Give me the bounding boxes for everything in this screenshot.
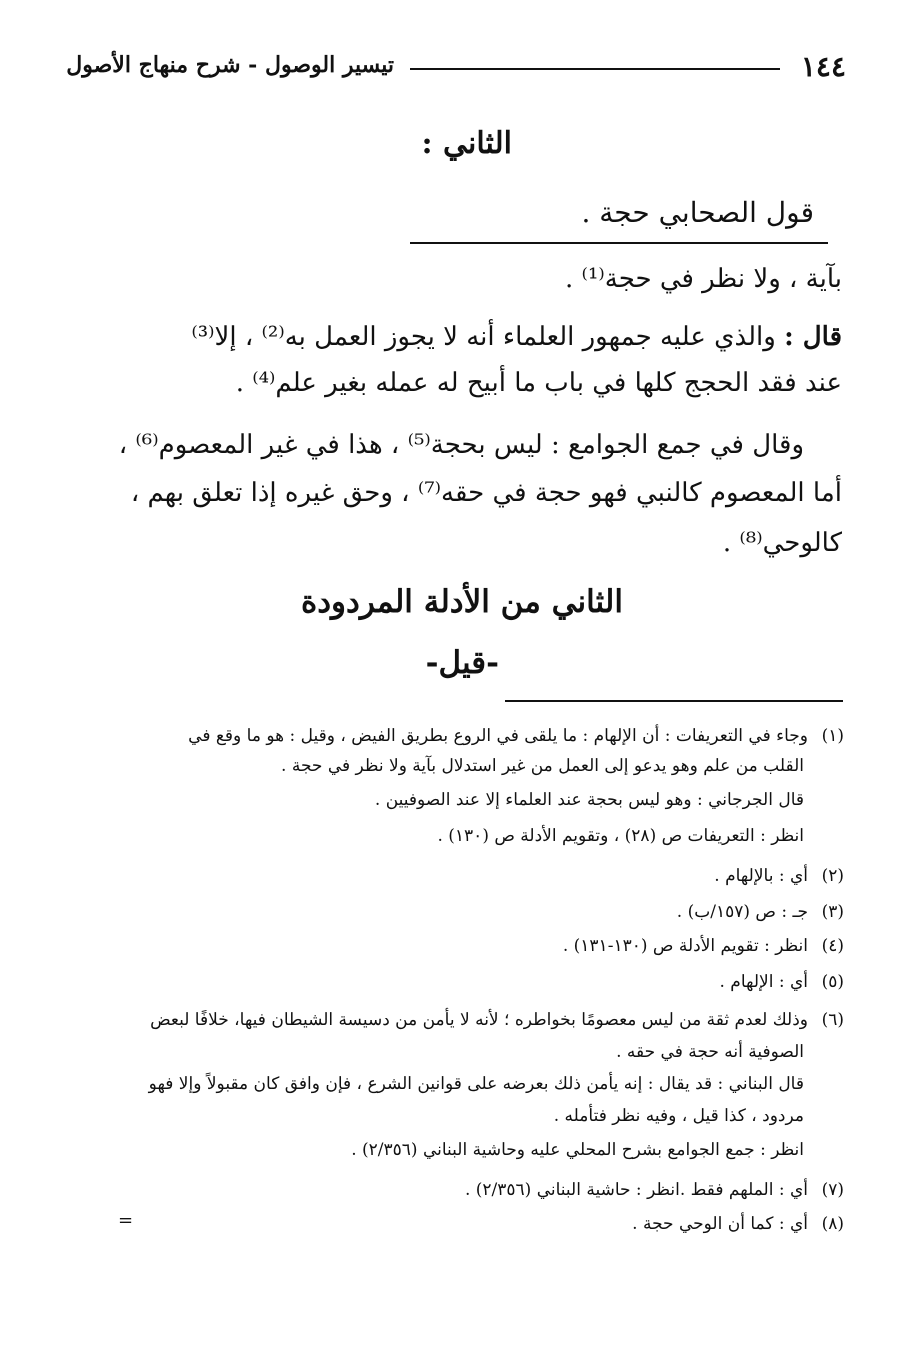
body-line-4: وقال في جمع الجوامع : ليس بحجة⁽⁵⁾ ، هذا في غير المعصوم⁽⁶⁾ ، — [118, 430, 804, 460]
body-line-1: بآية ، ولا نظر في حجة⁽¹⁾ . — [565, 264, 842, 294]
footnote-text: وذلك لعدم ثقة من ليس معصومًا بخواطره ؛ لأنه لا يأمن من دسيسة الشيطان فيها، خلافًا لبعض — [150, 1010, 808, 1030]
footnote-number: (٤) — [821, 936, 844, 956]
matn-rule — [410, 242, 828, 244]
footnote-8 — [632, 1214, 844, 1234]
footnote-text: وجاء في التعريفات : أن الإلهام : ما يلقى في الروع بطريق الفيض ، وقيل : هو ما وقع في — [188, 726, 808, 746]
footnote-separator — [505, 700, 843, 702]
continuation-mark: = — [118, 1210, 134, 1231]
footnote-text: انظر : تقويم الأدلة ص (١٣٠-١٣١) . — [562, 936, 808, 956]
heading-rejected-proofs: الثاني من الأدلة المردودة — [301, 584, 623, 620]
footnote-6 — [150, 1010, 844, 1030]
footnote-6-cont: الصوفية أنه حجة في حقه . — [616, 1042, 804, 1062]
body-line-6: كالوحي⁽⁸⁾ . — [722, 528, 842, 558]
body-line-3: عند فقد الحجج كلها في باب ما أبيح له عمله بغير علم⁽⁴⁾ . — [235, 368, 842, 398]
footnote-text: جـ : ص (١٥٧/ب) . — [676, 902, 808, 922]
book-title: تيسير الوصول - شرح منهاج الأصول — [66, 52, 394, 78]
footnote-number: (١) — [821, 726, 844, 746]
footnote-text: أي : بالإلهام . — [714, 866, 808, 886]
footnote-text: أي : كما أن الوحي حجة . — [632, 1214, 808, 1234]
footnote-6-bannani: قال البناني : قد يقال : إنه يأمن ذلك بعرضه على قوانين الشرع ، فإن وافق كان مقبولاً وإلا فهو — [148, 1074, 804, 1094]
body-line-2 — [191, 322, 842, 352]
footnote-number: (٢) — [821, 866, 844, 886]
page-number: ١٤٤ — [800, 50, 846, 83]
footnote-1-ref: انظر : التعريفات ص (٢٨) ، وتقويم الأدلة ص (١٣٠) . — [437, 826, 804, 846]
header-rule — [410, 68, 780, 70]
footnote-text: أي : الملهم فقط .انظر : حاشية البناني (٢/٣٥٦) . — [464, 1180, 808, 1200]
footnote-number: (٥) — [821, 972, 844, 992]
footnote-text: أي : الإلهام . — [719, 972, 808, 992]
heading-qila: -قيل- — [425, 645, 499, 681]
footnote-1-jurjani: قال الجرجاني : وهو ليس بحجة عند العلماء إلا عند الصوفيين . — [374, 790, 804, 810]
footnote-1 — [188, 726, 844, 746]
footnote-number: (٨) — [821, 1214, 844, 1234]
footnote-2 — [714, 866, 844, 886]
matn-text: قول الصحابي حجة . — [581, 196, 814, 229]
footnote-5 — [719, 972, 844, 992]
footnote-6-bannani-cont: مردود ، كذا قيل ، وفيه نظر فتأمله . — [553, 1106, 804, 1126]
footnote-number: (٣) — [821, 902, 844, 922]
section-heading: الثاني : — [421, 126, 512, 161]
footnote-3 — [677, 902, 844, 922]
footnote-7 — [465, 1180, 844, 1200]
footnote-1-cont: القلب من علم وهو يدعو إلى العمل من غير استدلال بآية ولا نظر في حجة . — [281, 756, 804, 776]
body-line-5: أما المعصوم كالنبي فهو حجة في حقه⁽⁷⁾ ، وحق غيره إذا تعلق بهم ، — [130, 478, 842, 508]
footnote-number: (٦) — [821, 1010, 844, 1030]
body-line-2-text: والذي عليه جمهور العلماء أنه لا يجوز العمل به⁽²⁾ ، إلا⁽³⁾ — [191, 322, 776, 352]
footnote-4 — [563, 936, 844, 956]
footnote-6-ref: انظر : جمع الجوامع بشرح المحلي عليه وحاشية البناني (٢/٣٥٦) . — [351, 1140, 804, 1160]
qala-label: قال : — [784, 322, 842, 352]
footnote-number: (٧) — [821, 1180, 844, 1200]
